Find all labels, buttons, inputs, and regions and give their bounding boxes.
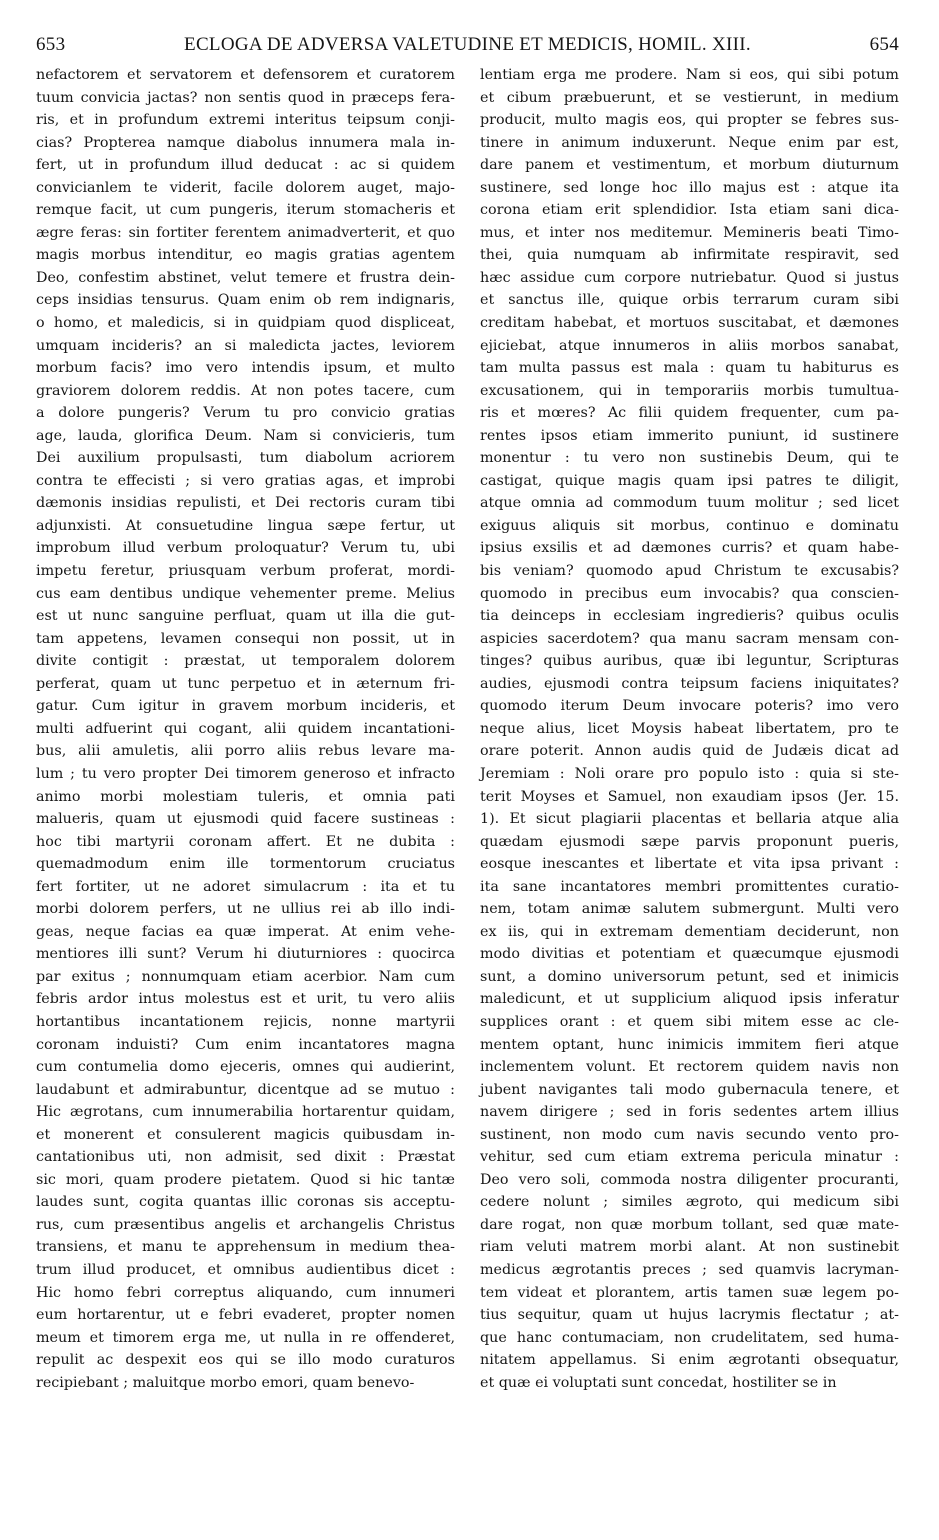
text-line: laudabunt et admirabuntur, dicentque ad se mutuo :	[36, 1081, 455, 1098]
text-line: contra te effecisti ; si vero gratias agas, et improbi	[36, 472, 455, 489]
text-line: et sanctus ille, quique orbis terrarum curam sibi	[480, 292, 899, 309]
text-line: adjunxisti. At consuetudine lingua sæpe fertur, ut	[36, 517, 455, 534]
text-line: morbi dolorem perfers, ut ne ullius rei ab illo indi-	[36, 901, 455, 918]
text-line: ægre feras: sin fortiter ferentem animadverterit, et quo	[36, 224, 455, 241]
text-line: creditam habebat, et mortuos suscitabat, et dæmones	[480, 315, 899, 332]
text-line: ceps insidias tensurus. Quam enim ob rem indignaris,	[36, 292, 455, 309]
page-number-right: 654	[869, 34, 899, 55]
text-line: nem, totam animæ salutem submergunt. Multi vero	[480, 901, 899, 918]
text-line: quomodo iterum Deum invocare poteris? imo vero	[480, 698, 899, 715]
text-line: o homo, et maledicis, si in quidpiam quod displiceat,	[36, 315, 455, 332]
text-line: tius sequitur, quam ut hujus lacrymis flectatur ; at-	[480, 1307, 899, 1324]
text-line: thei, quia numquam ab infirmitate respiravit, sed	[480, 247, 899, 264]
text-line: dæmonis insidias repulisti, et Dei rectoris curam tibi	[36, 495, 455, 512]
text-line: hoc tibi martyrii coronam affert. Et ne dubita :	[36, 833, 455, 850]
text-line: monentur : tu vero non sustinebis Deum, qui te	[480, 450, 899, 467]
text-line: sustinent, non modo cum navis secundo vento pro-	[480, 1126, 899, 1143]
text-line: umquam incideris? an si maledicta jactes, leviorem	[36, 337, 455, 354]
text-line: eosque inescantes et libertate et vita ipsa privant :	[480, 856, 899, 873]
text-line: graviorem dolorem reddis. At non potes tacere, cum	[36, 382, 455, 399]
text-line: que hanc contumaciam, non crudelitatem, sed huma-	[480, 1329, 899, 1346]
text-line: orare poterit. Annon audis quid de Judæis dicat ad	[480, 743, 899, 760]
text-line: tam multa passus est mala : quam tu habiturus es	[480, 360, 899, 377]
text-line: ejiciebat, atque innumeros in aliis morbos sanabat,	[480, 337, 899, 354]
text-line: riam veluti matrem morbi alant. At non sustinebit	[480, 1239, 899, 1256]
text-line: tinges? quibus auribus, quæ ibi leguntur, Scripturas	[480, 653, 899, 670]
text-line: hortantibus incantationem rejicis, nonne martyrii	[36, 1013, 455, 1030]
text-line: tia deinceps in ecclesiam ingredieris? quibus oculis	[480, 608, 899, 625]
text-line: maledicunt, et ut supplicium aliquod ipsis inferatur	[480, 991, 899, 1008]
text-line: meum et timorem erga me, ut nulla in re offenderet,	[36, 1329, 455, 1346]
text-line: tem videat et plorantem, artis tamen suæ legem po-	[480, 1284, 899, 1301]
text-line: mentem optant, hunc inimicis immitem fieri atque	[480, 1036, 899, 1053]
text-line: corona etiam erit splendidior. Ista etiam sani dica-	[480, 202, 899, 219]
text-line: fert, ut in profundum illud deducat : ac si quidem	[36, 157, 455, 174]
text-line: terit Moyses et Samuel, non exaudiam ipsos (Jer. 15.	[480, 788, 899, 805]
running-title: ECLOGA DE ADVERSA VALETUDINE ET MEDICIS, HOMIL. XIII.	[184, 34, 751, 55]
text-line: morbum facis? imo vero intendis ipsum, et multo	[36, 360, 455, 377]
text-line: cum contumelia domo ejeceris, omnes qui audierint,	[36, 1059, 455, 1076]
text-line: animo morbi molestiam tuleris, et omnia pati	[36, 788, 455, 805]
text-line: inclementem volunt. Et rectorem quidem navis non	[480, 1059, 899, 1076]
text-line: cus eam dentibus undique vehementer preme. Melius	[36, 585, 455, 602]
text-line: Deo, confestim abstinet, velut temere et frustra dein-	[36, 269, 455, 286]
text-line: perferat, quam ut tunc perpetuo et in æternum fri-	[36, 675, 455, 692]
left-column	[36, 64, 455, 1394]
text-line: et cibum præbuerunt, et se vestierunt, in medium	[480, 89, 899, 106]
text-line: cantationibus uti, non admisit, sed dixit : Præstat	[36, 1149, 455, 1166]
text-line: 1). Et sicut plagiarii placentas et bellaria atque alia	[480, 811, 899, 828]
right-column	[480, 64, 899, 1394]
text-line: laudes sunt, cogita quantas illic coronas sis acceptu-	[36, 1194, 455, 1211]
text-line: quædam ejusmodi sæpe parvis proponunt pueris,	[480, 833, 899, 850]
text-line: ex iis, qui in extremam dementiam deciderunt, non	[480, 923, 899, 940]
text-line: malueris, quam ut ejusmodi quid facere sustineas :	[36, 811, 455, 828]
text-line: Hic homo febri correptus aliquando, cum innumeri	[36, 1284, 455, 1301]
text-line: par exitus ; nonnumquam etiam acerbior. Nam cum	[36, 968, 455, 985]
text-line: Deo vero soli, commoda nostra diligenter procuranti,	[480, 1171, 899, 1188]
text-line: audies, ejusmodi contra teipsum faciens iniquitates?	[480, 675, 899, 692]
text-line: bus, alii amuletis, alii porro aliis rebus levare ma-	[36, 743, 455, 760]
text-line: remque facit, ut cum pungeris, iterum stomacheris et	[36, 202, 455, 219]
text-line: supplices orant : et quem sibi mitem esse ac cle-	[480, 1013, 899, 1030]
text-line: tinere in animum induxerunt. Neque enim par est,	[480, 134, 899, 151]
text-line: nitatem appellamus. Si enim ægrotanti obsequatur,	[480, 1352, 899, 1369]
text-line: age, lauda, glorifica Deum. Nam si convicieris, tum	[36, 427, 455, 444]
text-line: rus, cum præsentibus angelis et archangelis Christus	[36, 1216, 455, 1233]
text-line: coronam induisti? Cum enim incantatores magna	[36, 1036, 455, 1053]
text-line: et monerent et consulerent magicis quibusdam in-	[36, 1126, 455, 1143]
text-line: rentes ipsos etiam immerito puniunt, id sustinere	[480, 427, 899, 444]
text-line: modo divitias et potentiam et quæcumque ejusmodi	[480, 946, 899, 963]
text-line: et quæ ei voluptati sunt concedat, hostiliter se in	[480, 1374, 837, 1391]
text-line: excusationem, qui in temporariis morbis tumultua-	[480, 382, 899, 399]
text-line: tuum convicia jactas? non sentis quod in præceps fera-	[36, 89, 455, 106]
text-line: vehitur, sed cum etiam extrema pericula minatur :	[480, 1149, 899, 1166]
text-line: fert fortiter, ut ne adoret simulacrum : ita et tu	[36, 878, 455, 895]
text-line: transiens, et manu te apprehensum in medium thea-	[36, 1239, 455, 1256]
text-line: ris, et in profundum extremi interitus teipsum conji-	[36, 112, 455, 129]
page-number-left: 653	[36, 34, 66, 55]
text-line: quemadmodum enim ille tormentorum cruciatus	[36, 856, 455, 873]
text-line: lentiam erga me prodere. Nam si eos, qui sibi potum	[480, 67, 899, 83]
text-line: sustinere, sed longe hoc illo majus est : atque ita	[480, 179, 899, 196]
running-header	[36, 28, 899, 62]
text-line: ipsius exsilis et ad dæmones curris? et quam habe-	[480, 540, 899, 557]
text-line: gatur. Cum igitur in gravem morbum incideris, et	[36, 698, 455, 715]
text-line: multi adfuerint qui cogant, alii quidem incantationi-	[36, 720, 455, 737]
text-line: impetu feretur, priusquam verbum proferat, mordi-	[36, 563, 455, 580]
text-line: nefactorem et servatorem et defensorem et curatorem	[36, 67, 455, 83]
text-line: atque omnia ad commodum tuum molitur ; sed licet	[480, 495, 899, 512]
text-line: improbum illud verbum proloquatur? Verum tu, ubi	[36, 540, 455, 557]
text-line: tam appetens, levamen consequi non possit, ut in	[36, 630, 455, 647]
text-line: divite contigit : præstat, ut temporalem dolorem	[36, 653, 455, 670]
text-line: aspicies sacerdotem? qua manu sacram mensam con-	[480, 630, 899, 647]
text-line: castigat, quique magis quam ipsi patres te diligit,	[480, 472, 899, 489]
text-line: ita sane incantatores membri promittentes curatio-	[480, 878, 899, 895]
text-line: medicus ægrotantis preces ; sed quamvis lacryman-	[480, 1261, 899, 1278]
text-line: est ut nunc sanguine perfluat, quam ut illa die gut-	[36, 608, 455, 625]
text-line: geas, neque facias ea quæ imperat. At enim vehe-	[36, 923, 455, 940]
text-columns	[36, 64, 899, 1394]
text-line: trum illud producet, et omnibus audientibus dicet :	[36, 1261, 455, 1278]
text-line: magis morbus intenditur, eo magis gratias agentem	[36, 247, 455, 264]
text-line: exiguus aliquis sit morbus, continuo e dominatu	[480, 517, 899, 534]
text-line: neque alius, licet Moysis habeat libertatem, pro te	[480, 720, 899, 737]
text-line: quomodo in precibus eum invocabis? qua conscien-	[480, 585, 899, 602]
text-line: convicianlem te viderit, facile dolorem auget, majo-	[36, 179, 455, 196]
text-line: febris ardor intus molestus est et urit, tu vero aliis	[36, 991, 455, 1008]
text-line: producit, multo magis eos, qui propter se febres sus-	[480, 112, 899, 129]
text-line: cias? Propterea namque diabolus innumera mala in-	[36, 134, 455, 151]
text-line: eum hortarentur, ut e febri evaderet, propter nomen	[36, 1307, 455, 1324]
text-line: dare rogat, non quæ morbum tollant, sed quæ mate-	[480, 1216, 899, 1233]
text-line: hæc assidue cum corpore nutriebatur. Quod si justus	[480, 269, 899, 286]
text-line: Dei auxilium propulsasti, tum diabolum acriorem	[36, 450, 455, 467]
text-line: Jeremiam : Noli orare pro populo isto : quia si ste-	[480, 765, 899, 782]
text-line: mus, et inter nos meditemur. Memineris beati Timo-	[480, 224, 899, 241]
text-line: a dolore pungeris? Verum tu pro convicio gratias	[36, 405, 455, 422]
text-line: lum ; tu vero propter Dei timorem generoso et infracto	[36, 765, 455, 782]
text-line: repulit ac despexit eos qui se illo modo curaturos	[36, 1352, 455, 1369]
text-line: mentiores illi sunt? Verum hi diuturniores : quocirca	[36, 946, 455, 963]
text-line: jubent navigantes tali modo gubernacula tenere, et	[480, 1081, 899, 1098]
text-line: sic mori, quam prodere pietatem. Quod si hic tantæ	[36, 1171, 455, 1188]
text-line: cedere nolunt ; similes ægroto, qui medicum sibi	[480, 1194, 899, 1211]
text-line: navem dirigere ; sed in foris sedentes artem illius	[480, 1104, 899, 1121]
text-line: ris et mœres? Ac filii quidem frequenter, cum pa-	[480, 405, 899, 422]
text-line: sunt, a domino universorum petunt, sed et inimicis	[480, 968, 899, 985]
text-line: bis veniam? quomodo apud Christum te excusabis?	[480, 563, 899, 580]
text-line: Hic ægrotans, cum innumerabilia hortarentur quidam,	[36, 1104, 455, 1121]
text-line: recipiebant ; maluitque morbo emori, quam benevo-	[36, 1374, 415, 1391]
text-line: dare panem et vestimentum, et morbum diuturnum	[480, 157, 899, 174]
